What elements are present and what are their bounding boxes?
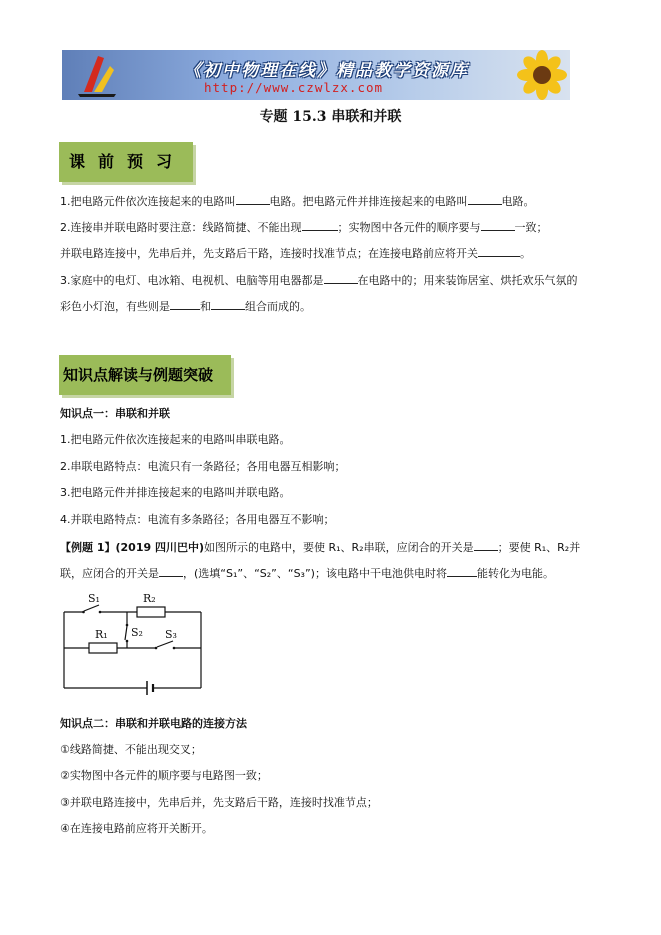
label-s1: S₁ [88, 592, 100, 605]
kp1-item-3: 3.把电路元件并排连接起来的电路叫并联电路。 [60, 486, 291, 499]
switch-s2 [125, 626, 127, 640]
switch-s3 [157, 641, 173, 647]
sunflower-icon [510, 50, 570, 100]
section-header-preview: 课前预习 [59, 142, 193, 182]
preview-line-2: 2.连接串并联电路时要注意：线路简捷、不能出现 ；实物图中各元件的顺序要与 一致； [60, 221, 548, 234]
header-banner [62, 50, 570, 100]
document-title: 专题 15.3 串联和并联 [259, 109, 402, 125]
resistor-r2 [137, 607, 165, 617]
label-r2: R₂ [143, 592, 156, 605]
kp2-item-1: ①线路简捷、不能出现交叉； [60, 743, 202, 756]
kp1-item-1: 1.把电路元件依次连接起来的电路叫串联电路。 [60, 433, 291, 446]
switch-s1 [84, 605, 99, 611]
kp1-item-2: 2.串联电路特点：电流只有一条路径；各用电器互相影响； [60, 460, 346, 473]
section-header-knowledge: 知识点解读与例题突破 [59, 355, 231, 395]
preview-line-5: 彩色小灯泡，有些则是 和 组合而成的。 [60, 300, 311, 313]
example-line-2: 联，应闭合的开关是 ，(选填“S₁”、“S₂”、“S₃”)；该电路中干电池供电时将 能转化为电能。 [60, 567, 554, 580]
banner-url: http://www.czwlzx.com [204, 80, 384, 95]
banner-title: 《初中物理在线》精品教学资源库 [184, 61, 469, 81]
resistor-r1 [89, 643, 117, 653]
label-s2: S₂ [131, 626, 143, 639]
preview-line-4: 3.家庭中的电灯、电冰箱、电视机、电脑等用电器都是 在电路中的；用来装饰居室、烘托欢乐气氛的 [60, 274, 578, 287]
preview-line-3: 并联电路连接中，先串后并，先支路后干路，连接时找准节点；在连接电路前应将开关 。 [60, 247, 531, 260]
logo-icon [74, 52, 120, 98]
kp2-item-4: ④在连接电路前应将开关断开。 [60, 822, 213, 835]
kp1-title: 知识点一：串联和并联 [60, 407, 170, 420]
label-s3: S₃ [165, 628, 177, 641]
kp2-item-3: ③并联电路连接中，先串后并，先支路后干路，连接时找准节点； [60, 796, 378, 809]
kp1-item-4: 4.并联电路特点：电流有多条路径；各用电器互不影响； [60, 513, 335, 526]
kp2-title: 知识点二：串联和并联电路的连接方法 [60, 717, 247, 730]
kp2-item-2: ②实物图中各元件的顺序要与电路图一致； [60, 769, 268, 782]
preview-line-1: 1.把电路元件依次连接起来的电路叫 电路。把电路元件并排连接起来的电路叫 电路。 [60, 195, 535, 208]
example-line-1: 【例题 1】(2019 四川巴中)如图所示的电路中，要使 R₁、R₂串联，应闭合的开关是 ；要使 R₁、R₂并 [60, 541, 581, 554]
label-r1: R₁ [95, 628, 108, 641]
circuit-diagram [55, 588, 215, 706]
